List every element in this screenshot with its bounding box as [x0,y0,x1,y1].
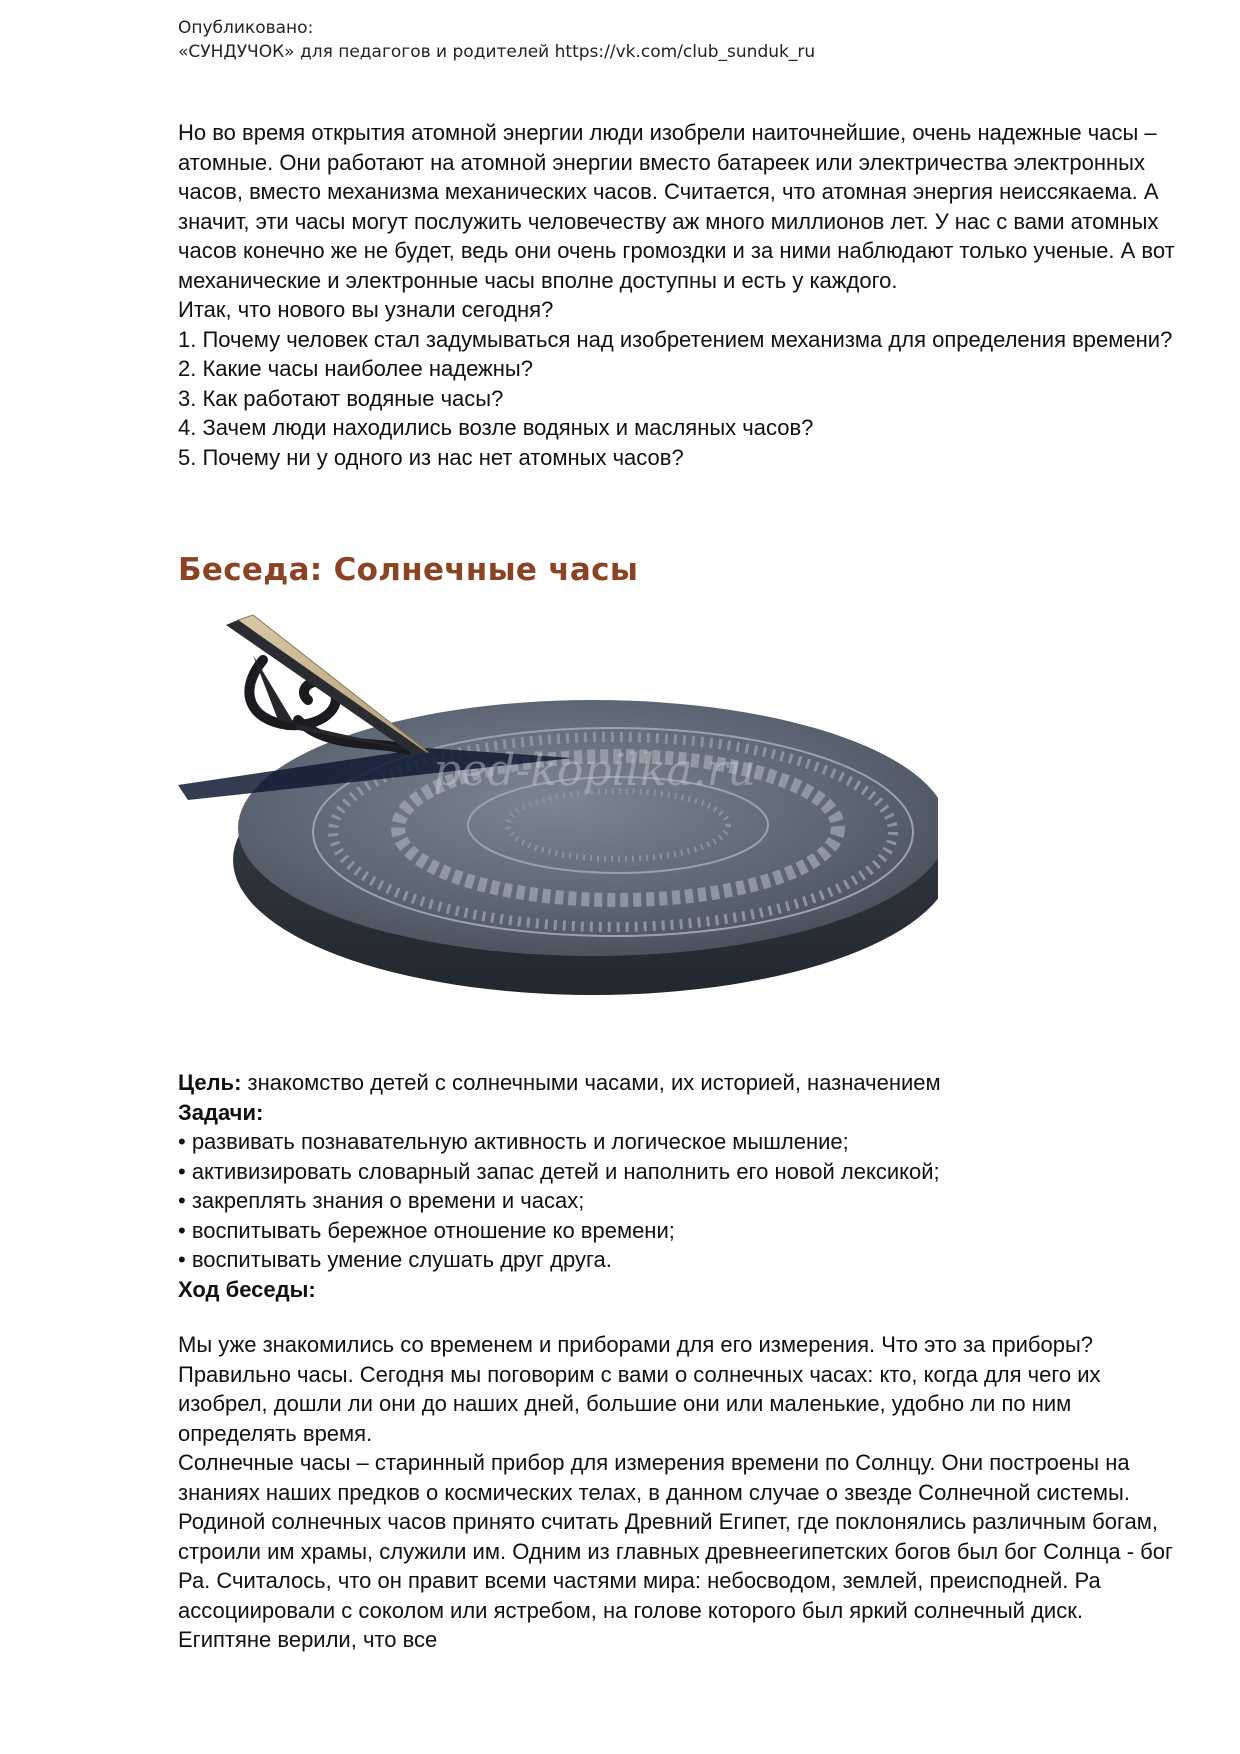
question-item-3: 3. Как работают водяные часы? [178,385,504,411]
task-item-1: • развивать познавательную активность и логическое мышление; [178,1129,849,1154]
question-item-4: 4. Зачем люди находились возле водяных и масляных часов? [178,415,814,440]
header-published-label: Опубликовано: [178,18,314,38]
task-item-5: • воспитывать умение слушать друг друга. [178,1247,612,1272]
page-header [178,16,815,64]
goal-label: Цель: [178,1070,242,1095]
course-paragraph-2: Солнечные часы – старинный прибор для измерения времени по Солнцу. Они построены на знаниях наших предков о космических телах, в данном случае о звезде Солнечной системы. Родиной солнечных часов принято считать Древний Египет, где поклонялись различным богам, строили им храмы, служили им. Одним из главных древнеегипетских богов был бог Солнца - бог Ра. Считалось, что он правит всеми частями мира: небосводом, землей, преисподней. Ра ассоциировали с соколом или ястребом, на голове которого был яркий солнечный диск. Египтяне верили, что все [178,1450,1174,1652]
goal-text: знакомство детей с солнечными часами, их историей, назначением [241,1070,941,1095]
task-item-4: • воспитывать бережное отношение ко времени; [178,1217,675,1243]
question-item-1: 1. Почему человек стал задумываться над изобретением механизма для определения времени? [178,326,1173,352]
course-label: Ход беседы: [178,1276,316,1302]
goal-line [178,1068,1178,1098]
intro-section [178,118,1178,472]
lesson-plan-section [178,1068,1178,1655]
image-watermark: ped-kopilka.ru [433,745,756,796]
task-item-2: • активизировать словарный запас детей и наполнить его новой лексикой; [178,1158,940,1184]
tasks-label: Задачи: [178,1099,264,1125]
question-item-2: 2. Какие часы наиболее надежны? [178,356,533,381]
course-paragraph-1: Мы уже знакомились со временем и приборами для его измерения. Что это за приборы? Правильно часы. Сегодня мы поговорим с вами о солнечных часах: кто, когда для чего их изобрел, дошли ли они до наших дней, большие они или маленькие, удобно ли по ним определять время. [178,1332,1101,1446]
review-question: Итак, что нового вы узнали сегодня? [178,297,554,322]
sundial-illustration [178,600,938,1020]
question-item-5: 5. Почему ни у одного из нас нет атомных часов? [178,444,684,470]
section-title: Беседа: Солнечные часы [178,552,639,588]
intro-paragraph: Но во время открытия атомной энергии люди изобрели наиточнейшие, очень надежные часы – атомные. Они работают на атомной энергии вместо батареек или электричества электронных часов, вместо механизма механических часов. Считается, что атомная энергия неиссякаема. А значит, эти часы могут послужить человечеству аж много миллионов лет. У нас с вами атомных часов конечно же не будет, ведь они очень громоздки и за ними наблюдают только ученые. А вот механические и электронные часы вполне доступны и есть у каждого. [178,120,1175,293]
header-source-line: «СУНДУЧОК» для педагогов и родителей https://vk.com/club_sunduk_ru [178,42,816,62]
sundial-image [178,600,938,1020]
task-item-3: • закреплять знания о времени и часах; [178,1188,585,1213]
